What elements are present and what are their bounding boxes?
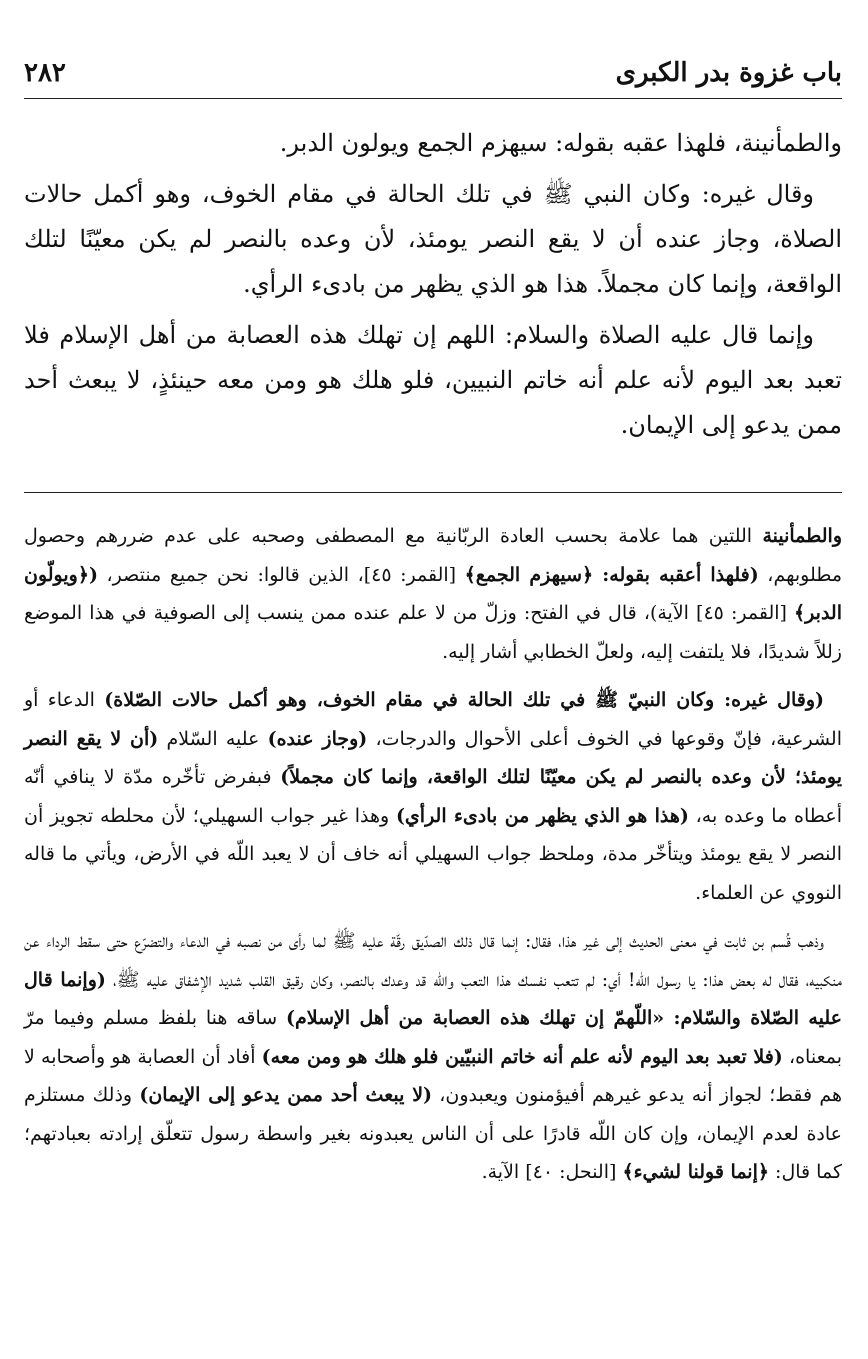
- plain-text: اللتين هما علامة بحسب العادة الربّانية مع المصطفى وصحبه على عدم ضررهم وحصول مطلوبهم،: [24, 525, 842, 586]
- bold-phrase: ﴿إنما قولنا لشيء﴾: [622, 1161, 770, 1183]
- bold-phrase: (فلا تعبد بعد اليوم لأنه علم أنه خاتم النبيّين فلو هلك هو ومن معه): [261, 1045, 783, 1068]
- page-header: [24, 52, 842, 99]
- plain-text: [القمر: ٤٥] الآية)، قال في الفتح: وزلّ من لا علم عنده ممن ينسب إلى الصوفية في هذا الموضع زللاً شديدًا، فلا يلتفت إليه، ولعلّ الخطابي أشار إليه.: [24, 602, 842, 663]
- bold-phrase: (أن لا يقع النصر يومئذ؛ لأن وعده بالنصر لم يكن معيّنًا لتلك الواقعة، وإنما كان مجملاً): [24, 727, 842, 788]
- commentary-paragraph-1: [24, 517, 842, 671]
- footnote-separator: [24, 492, 842, 493]
- main-text: [24, 121, 842, 448]
- commentary-paragraph-3: [24, 922, 842, 1192]
- plain-text: [النحل: ٤٠] الآية.: [481, 1161, 623, 1183]
- chapter-title: باب غزوة بدر الكبرى: [615, 58, 842, 88]
- bold-phrase: (وإنما قال عليه الصّلاة والسّلام: «اللّهمّ إن تهلك هذه العصابة من أهل الإسلام): [24, 968, 842, 1029]
- plain-text: ساقه هنا بلفظ مسلم وفيما مرّ بمعناه،: [24, 1007, 843, 1068]
- book-page: [24, 52, 842, 1202]
- bold-phrase: (فلهذا أعقبه بقوله: ﴿سيهزم الجمع﴾: [464, 563, 759, 586]
- plain-text: الدعاء أو الشرعية، فإنّ وقوعها في الخوف أعلى الأحوال والدرجات،: [24, 689, 842, 750]
- plain-text: فبفرض تأخّره مدّة لا ينافي أنّه أعطاه ما وعده به،: [24, 766, 842, 827]
- main-paragraph-3: وإنما قال عليه الصلاة والسلام: اللهم إن تهلك هذه العصابة من أهل الإسلام فلا تعبد بعد اليوم لأنه علم أنه خاتم النبيين، فلو هلك هو ومن معه حينئذٍ، لا يبعث أحد ممن يدعو إلى الإيمان.: [24, 321, 842, 439]
- bold-phrase: (لا يبعث أحد ممن يدعو إلى الإيمان): [139, 1084, 433, 1106]
- plain-text: وهذا غير جواب السهيلي؛ لأن محلطه تجويز أن النصر لا يقع يومئذ ويتأخّر مدة، وملحظ جواب السهيلي أنه خاف أن لا يعبد اللّه في الأرض، ويأتي ما قاله النووي عن العلماء.: [24, 804, 842, 904]
- plain-text: وذهب قُسم بن ثابت في معنى الحديث إلى غير هذا، فقال: إنما قال ذلك الصدّيق رقّة عليه ﷺ لما رأى من نصبه في الدعاء والتضرّع حتى سقط الرداء عن منكبيه، فقال له بعض هذا: يا رسول اللّه! أي: لم تتعب نفسك هذا التعب واللّه قد وعدك بالنصر، وكان رقيق القلب شديد الإشفاق عليه ﷺ،: [24, 930, 842, 991]
- bold-phrase: (هذا هو الذي يظهر من بادىء الرأي): [395, 804, 689, 827]
- plain-text: [القمر: ٤٥]، الذين قالوا: نحن جميع منتصر،: [97, 563, 465, 586]
- main-paragraph-2: وقال غيره: وكان النبي ﷺ في تلك الحالة في مقام الخوف، وهو أكمل حالات الصلاة، وجاز عنده أن لا يقع النصر يومئذ، لأن وعده بالنصر لم يكن معيّنًا لتلك الواقعة، وإنما كان مجملاً. هذا هو الذي يظهر من بادىء الرأي.: [24, 180, 842, 298]
- commentary-paragraph-2: [24, 681, 842, 912]
- plain-text: عليه السّلام: [158, 727, 268, 750]
- commentary: [24, 517, 842, 1192]
- bold-phrase: (وجاز عنده): [267, 727, 368, 750]
- bold-phrase: والطمأنينة: [762, 525, 842, 547]
- plain-text: أفاد أن العصابة هو وأصحابه لا هم فقط؛ لجواز أنه يدعو غيرهم أفيؤمنون ويعبدون،: [24, 1045, 842, 1106]
- bold-phrase: (وقال غيره: وكان النبيّ ﷺ في تلك الحالة في مقام الخوف، وهو أكمل حالات الصّلاة): [104, 689, 824, 711]
- main-paragraph-1: والطمأنينة، فلهذا عقبه بقوله: سيهزم الجمع ويولون الدبر.: [279, 129, 842, 157]
- plain-text: وذلك مستلزم عادة لعدم الإيمان، وإن كان اللّه قادرًا على أن الناس يعبدونه بغير واسطة رسول تتعلّق إرادته بعبادتهم؛ كما قال:: [24, 1084, 842, 1183]
- page-number: ٢٨٢: [24, 58, 66, 88]
- bold-phrase: (﴿ويولّون الدبر﴾: [24, 563, 842, 624]
